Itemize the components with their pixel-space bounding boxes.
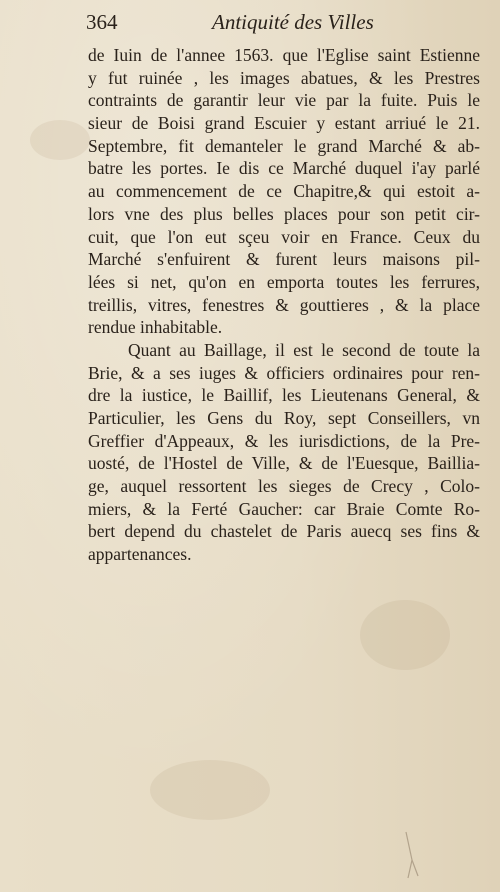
paragraph <box>88 339 480 566</box>
text-line: sieur de Boisi grand Escuier y estant arriué le 21. <box>88 113 480 134</box>
text-line: uosté, de l'Hostel de Ville, & de l'Euesque, Baillia- <box>88 453 480 474</box>
text-line: Brie, & a ses iuges & officiers ordinaires pour ren- <box>88 362 480 383</box>
text-line: contraints de garantir leur vie par la fuite. Puis le <box>88 90 480 111</box>
text-line: Greffier d'Appeaux, & les iurisdictions, de la Pre- <box>88 430 480 451</box>
text-line: Quant au Baillage, il est le second de toute la <box>128 339 480 360</box>
text-line: appartenances. <box>88 544 192 565</box>
text-line: lées si net, qu'on en emporta toutes les ferrures, <box>88 271 480 292</box>
body-text <box>88 44 480 566</box>
text-line: lors vne des plus belles places pour son petit cir- <box>88 203 480 224</box>
text-line: miers, & la Ferté Gaucher: car Braie Comte Ro- <box>88 498 480 519</box>
text-line: treillis, vitres, fenestres & gouttieres , & la place <box>88 294 480 315</box>
paper-crease-mark <box>402 830 422 880</box>
running-head <box>88 10 480 40</box>
text-line: de Iuin de l'annee 1563. que l'Eglise saint Estienne <box>88 45 480 65</box>
text-line: y fut ruinée , les images abatues, & les Prestres <box>88 67 480 88</box>
text-line: rendue inhabitable. <box>88 317 223 338</box>
text-line: cuit, que l'on eut sçeu voir en France. Ceux du <box>88 226 480 247</box>
paper-stain <box>360 600 450 670</box>
text-line: bert depend du chastelet de Paris auecq ses fins & <box>88 521 480 542</box>
paper-stain <box>150 760 270 820</box>
text-line: dre la iustice, le Baillif, les Lieutenans General, & <box>88 385 480 406</box>
text-line: batre les portes. Ie dis ce Marché duquel i'ay parlé <box>88 158 480 179</box>
running-title: Antiquité des Villes <box>212 10 374 34</box>
text-line: Particulier, les Gens du Roy, sept Conseillers, vn <box>88 408 480 428</box>
text-line: Septembre, fit demanteler le grand Marché & ab- <box>88 135 480 156</box>
text-line: Marché s'enfuirent & furent leurs maisons pil- <box>88 249 480 270</box>
paragraph <box>88 44 480 339</box>
paper-stain <box>30 120 90 160</box>
text-line: ge, auquel ressortent les sieges de Crecy , Colo- <box>88 476 480 497</box>
text-line: au commencement de ce Chapitre,& qui estoit a- <box>88 181 480 202</box>
page-number: 364 <box>86 10 118 34</box>
